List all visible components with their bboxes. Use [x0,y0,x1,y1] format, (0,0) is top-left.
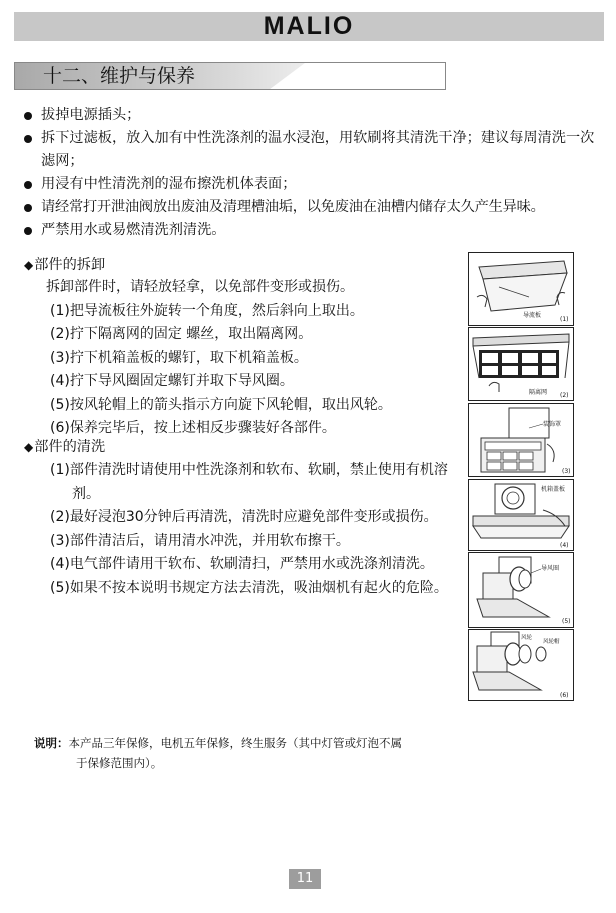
list-item: (5)按风轮帽上的箭头指示方向旋下风轮帽，取出风轮。 [50,396,392,413]
figure-label: 隔离网 [529,389,548,396]
list-item: (1)部件清洗时请使用中性洗涤剂和软布、软刷，禁止使用有机溶剂。 [50,462,448,502]
list-item: (3)拧下机箱盖板的螺钉，取下机箱盖板。 [50,349,308,366]
bullet-dot-icon [24,227,32,235]
list-item: (5)如果不按本说明书规定方法去清洗，吸油烟机有起火的危险。 [50,579,448,596]
figure-label: 风轮 [521,635,533,641]
cleaning-heading: ◆部件的清洗 [24,439,106,455]
list-item: (6)保养完毕后，按上述相反步骤装好各部件。 [50,420,336,436]
disassembly-heading: ◆部件的拆卸 [24,257,106,273]
bullet-list [22,104,612,242]
figure-number: (4) [560,542,569,549]
list-item: 拔掉电源插头； [22,104,612,127]
diamond-icon: ◆ [24,440,34,454]
list-item: 用浸有中性清洗剂的湿布擦洗机体表面； [22,173,612,196]
note-label: 说明： [34,736,69,750]
list-item: (3)部件清洁后，请用清水冲洗，并用软布擦干。 [50,532,350,549]
figure-label: 导风圈 [541,565,560,572]
figure-housing-cover [468,479,574,551]
list-item: 严禁用水或易燃清洗剂清洗。 [22,219,612,242]
fan-wheel-illustration [469,630,573,700]
bullet-dot-icon [24,204,32,212]
disassembly-intro: 拆卸部件时，请轻放轻拿，以免部件变形或损伤。 [46,279,354,295]
figure-number: (3) [562,468,571,475]
warranty-note [34,733,514,773]
note-line-1: 本产品三年保修，电机五年保修，终生服务（其中灯管或灯泡不属 [68,736,402,750]
bullet-dot-icon [24,112,32,120]
figure-cover [468,403,574,477]
figure-number: (5) [562,618,571,625]
figure-number: (6) [560,692,569,699]
list-item: 请经常打开泄油阀放出废油及清理槽油垢，以免废油在油槽内储存太久产生异味。 [22,196,612,219]
figure-number: (1) [560,316,569,323]
disassembly-steps [46,276,466,441]
figure-fan-wheel [468,629,574,701]
page-number: 11 [289,869,321,889]
bullet-dot-icon [24,181,32,189]
list-item: (1)把导流板往外旋转一个角度，然后斜向上取出。 [50,302,364,319]
figure-label: 装饰罩 [543,421,562,428]
section-title: 十二、维护与保养 [43,65,196,87]
list-item: (2)最好浸泡30分钟后再清洗，清洗时应避免部件变形或损伤。 [50,509,438,525]
cleaning-steps [50,459,450,600]
brand-logo: MALIO [263,12,355,40]
figure-air-guide [468,552,574,628]
figure-label: 导流板 [523,312,542,319]
housing-illustration [469,480,573,550]
list-item: (2)拧下隔离网的固定 螺丝，取出隔离网。 [50,326,313,342]
note-line-2: 于保修范围内）。 [76,756,163,770]
filter-illustration [469,328,573,400]
figure-number: (2) [560,392,569,399]
baffle-illustration [469,253,573,325]
section-banner [14,62,446,90]
list-item: (4)拧下导风圈固定螺钉并取下导风圈。 [50,373,294,389]
figure-grease-filter [468,327,574,401]
list-item: 拆下过滤板，放入加有中性洗涤剂的温水浸泡，用软刷将其清洗干净；建议每周清洗一次滤网； [22,127,601,173]
list-item: (4)电气部件请用干软布、软刷清扫，严禁用水或洗涤剂清洗。 [50,556,434,572]
bullet-dot-icon [24,135,32,143]
air-guide-illustration [469,553,573,627]
cover-illustration [469,404,573,476]
figure-baffle [468,252,574,326]
figure-label-secondary: 风轮帽 [543,639,560,645]
header-bar [14,12,604,41]
diamond-icon: ◆ [24,258,34,272]
figure-label: 机箱盖板 [541,486,566,493]
